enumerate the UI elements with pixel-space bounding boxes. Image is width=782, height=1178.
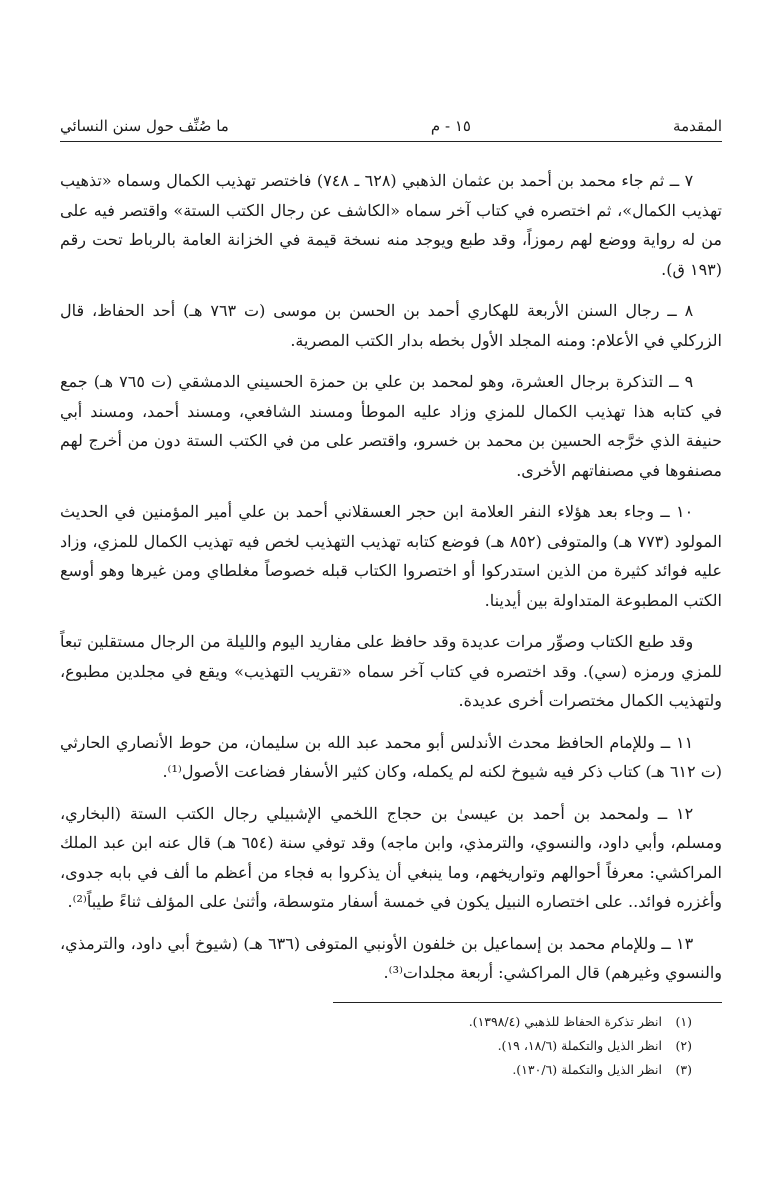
footnotes [60,1010,722,1082]
page-header [60,112,722,140]
footnote-item [60,1010,722,1034]
paragraph-12: ١٢ ــ ولمحمد بن أحمد بن عيسىٰ بن حجاج اللخمي الإشبيلي رجال الكتب الستة (البخاري، ومسلم، وأبي داود، والنسوي، والترمذي، وابن ماجه) وقد توفي سنة (٦٥٤ هـ) قال عنه ابن عبد الملك المراكشي: معرفاً أحوالهم وتواريخهم، وما ينبغي أن يذكروا به فجاء من أعظم ما ألف في بابه جدوى، وأغزره فوائد.. على اختصاره النبيل يكون في خمسة أسفار متوسطة، وأثنىٰ على المؤلف ثناءً طيباً⁽²⁾. [60,803,722,911]
footnote-number: (٣) [675,1062,692,1077]
paragraph-9: ٩ ــ التذكرة برجال العشرة، وهو لمحمد بن علي بن حمزة الحسيني الدمشقي (ت ٧٦٥ هـ) جمع في كتابه هذا تهذيب الكمال للمزي وزاد عليه الموطأ ومسند الشافعي، ومسند أحمد، ومسند أبي حنيفة الذي خرَّجه الحسين بن محمد بن خسرو، واقتصر على من في الكتب الستة دون من أخرج لهم مصنفوها في مصنفاتهم الأخرى. [60,372,722,480]
paragraph-10-continued: وقد طبع الكتاب وصوِّر مرات عديدة وقد حافظ على مفاريد اليوم والليلة من الرجال مستقلين تبعاً للمزي ورمزه (سي). وقد اختصره في كتاب آخر سماه «تقريب التهذيب» ويقع في مجلدين مطبوع، ولتهذيب الكمال مختصرات أخرى عديدة. [60,632,722,710]
footnote-divider [333,1002,722,1003]
footnote-number: (٢) [675,1038,692,1053]
section-title: المقدمة [673,117,722,135]
paragraph-13: ١٣ ــ وللإمام محمد بن إسماعيل بن خلفون الأونبي المتوفى (٦٣٦ هـ) (شيوخ أبي داود، والترمذي، والنسوي وغيرهم) قال المراكشي: أربعة مجلدات⁽³⁾. [60,933,722,982]
footnote-item [60,1034,722,1058]
footnote-number: (١) [675,1014,692,1029]
paragraph-7: ٧ ــ ثم جاء محمد بن أحمد بن عثمان الذهبي (٦٢٨ ـ ٧٤٨) فاختصر تهذيب الكمال وسماه «تذهيب تهذيب الكمال»، ثم اختصره في كتاب آخر سماه «الكاشف عن رجال الكتب الستة» واقتصر فيه على من له رواية ووضع لهم رموزاً، وقد طبع ويوجد منه نسخة قيمة في الخزانة العامة بالرباط تحت رقم (١٩٣ ق). [60,171,722,279]
book-title: ما صُنِّف حول سنن النسائي [60,117,229,135]
footnote-text: انظر الذيل والتكملة (١٨/٦، ١٩). [497,1038,662,1053]
header-divider [60,141,722,142]
paragraph-11: ١١ ــ وللإمام الحافظ محدث الأندلس أبو محمد عبد الله بن سليمان، من حوط الأنصاري الحارثي (ت ٦١٢ هـ) كتاب ذكر فيه شيوخ لكنه لم يكمله، وكان كثير الأسفار فضاعت الأصول⁽¹⁾. [60,732,722,781]
footnote-text: انظر الذيل والتكملة (١٣٠/٦). [512,1062,662,1077]
footnote-text: انظر تذكرة الحفاظ للذهبي (١٣٩٨/٤). [468,1014,662,1029]
page-number: ١٥ - م [430,117,471,135]
footnote-item [60,1058,722,1082]
paragraph-10: ١٠ ــ وجاء بعد هؤلاء النفر العلامة ابن حجر العسقلاني أحمد بن علي أمير المؤمنين في الحديث المولود (٧٧٣ هـ) والمتوفى (٨٥٢ هـ) فوضع كتابه تهذيب التهذيب لخص فيه تهذيب الكمال للمزي، وزاد عليه فوائد كثيرة من الذين استدركوا أو اختصروا الكتاب قبله خصوصاً مغلطاي ومن غيرها وهو أوسع الكتب المطبوعة المتداولة بين أيدينا. [60,502,722,610]
page-body [60,166,722,1000]
paragraph-8: ٨ ــ رجال السنن الأربعة للهكاري أحمد بن الحسن بن موسى (ت ٧٦٣ هـ) أحد الحفاظ، قال الزركلي في الأعلام: ومنه المجلد الأول بخطه بدار الكتب المصرية. [60,301,722,350]
